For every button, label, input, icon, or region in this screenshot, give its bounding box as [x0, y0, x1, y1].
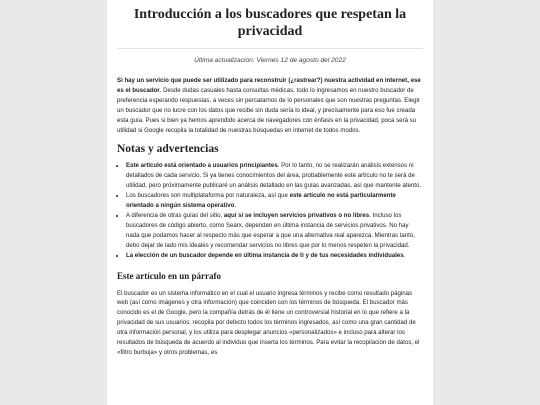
note-bold-text: este artículo no está particularmente orientado a ningún sistema operativo: [126, 192, 396, 210]
summary-paragraph: El buscador es un sistema informático en el cual el usuario ingresa términos y recibe como resultado páginas web (así como imágenes y otra información) que coinciden con los términos de búsqueda. El buscador más conocido es el de Google, pero la compañía detrás de él tiene un controversial historial en lo que refiere a la privacidad de sus usuarios; recopila por defecto todos los términos ingresados, así como una gran cantidad de otra información personal, y los utiliza para desplegar anuncios «personalizados» e incluso para alterar los resultados de búsqueda de acuerdo al individuo que inserta los términos. Para evitar la recopilación de datos, el «filtro burbuja» y otros problemas, es: [117, 289, 420, 356]
note-text: . Incluso los buscadores de código abierto, como Searx, dependen en última instancia de servicios privativos. No hay nada que podamos hacer al respecto más que esperar a que una alternativa real aparezca. Mientras tanto, debo dejar de lado mis ideales y recomendar servicios no libres que por lo menos respeten la privacidad.: [126, 211, 415, 249]
note-bold-text: La elección de un buscador depende en última instancia de ti y de tus necesidades individuales: [126, 251, 404, 259]
note-text: A diferencia de otras guías del sitio,: [126, 211, 224, 219]
title-divider: [117, 48, 423, 49]
note-text: .: [234, 202, 237, 210]
note-bold-text: Este artículo está orientado a usuarios principiantes: [126, 162, 278, 170]
intro-bold-text: Si hay un servicio que puede ser utilizado para reconstruir (¿rastrear?) nuestra actividad en internet, ese es el buscador: [117, 77, 421, 94]
article-page: [107, 0, 433, 405]
note-item: [126, 191, 423, 211]
note-item: [126, 251, 423, 261]
notes-heading: Notas y advertencias: [117, 143, 219, 156]
note-item: [126, 211, 423, 251]
note-text: .: [403, 251, 406, 259]
notes-list: [117, 161, 423, 260]
note-bold-text: aquí sí se incluyen servicios privativos o no libres: [223, 211, 370, 219]
page-title: Introducción a los buscadores que respetan la privacidad: [133, 7, 407, 39]
summary-heading: Este artículo en un párrafo: [117, 270, 221, 281]
last-updated-date: Última actualización: Viernes 12 de agosto del 2022: [194, 57, 346, 64]
note-text: . Por lo tanto, no se realizarán análisis extensos ni detallados de cada servicio. Si ya tienes conocimientos del área, probablemente este artículo no te será de utilidad, pero próximamente publicaré un análisis detallado en las guías avanzadas, así que mantente atento.: [126, 162, 422, 190]
note-text: Los buscadores son multiplataforma por naturaleza, así que: [126, 192, 290, 200]
intro-text: . Desde dudas casuales hasta consultas médicas, todo lo ingresamos en nuestro buscador de preferencia esperando respuestas, a veces sin percatarnos de lo personales que son nuestras preguntas. Elegir un buscador que no lucre con los datos que recibe sin duda sería lo ideal, y precisamente para eso fue creada esta guía. Pues si bien ya hemos aprendido acerca de navegadores con énfasis en la privacidad, poca será su utilidad si Google recopila la totalidad de nuestras búsquedas en internet de todos modos.: [117, 86, 420, 134]
note-item: [126, 161, 423, 191]
intro-paragraph: [117, 76, 423, 135]
